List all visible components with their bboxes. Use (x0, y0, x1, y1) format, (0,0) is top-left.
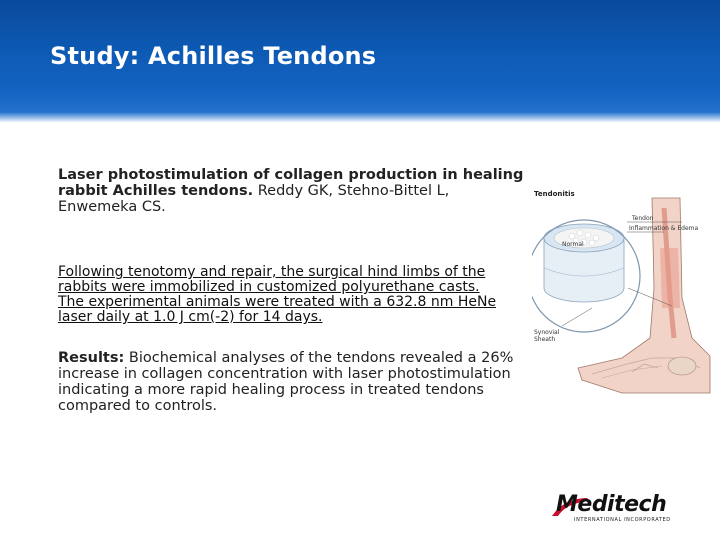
tendonitis-illustration (532, 188, 712, 398)
label-tendon: Tendon (632, 215, 654, 222)
logo-tagline: INTERNATIONAL INCORPORATED (574, 517, 671, 523)
logo-wordmark: Meditech (556, 492, 667, 517)
label-inflammation: Inflammation & Edema (629, 225, 699, 232)
citation (58, 167, 524, 215)
title-bar (0, 0, 720, 122)
study-summary (58, 265, 508, 325)
illustration-title: Tendonitis (534, 190, 575, 198)
article-title: Laser photostimulation of collagen production in healing rabbit Achilles tendons. (58, 167, 524, 199)
results-label: Results: (58, 350, 125, 366)
label-synovial-2: Sheath (534, 336, 556, 343)
study-summary-text: Following tenotomy and repair, the surgical hind limbs of the rabbits were immobilized in customized polyurethane casts. The experimental animals were treated with a 632.8 nm HeNe laser daily at 1.0 J cm(-2) for 14 days. (58, 264, 497, 325)
authors: Reddy GK, Stehno-Bittel L, Enwemeka CS. (58, 183, 450, 215)
meditech-logo (556, 494, 706, 528)
tendon-cross-section (544, 224, 624, 302)
label-normal: Normal (562, 241, 584, 248)
slide-title: Study: Achilles Tendons (50, 42, 377, 70)
label-synovial-1: Synovial (534, 329, 560, 336)
results-text: Biochemical analyses of the tendons revealed a 26% increase in collagen concentration with laser photostimulation indicating a more rapid healing process in treated tendons compared to controls. (58, 350, 514, 414)
results (58, 350, 528, 414)
